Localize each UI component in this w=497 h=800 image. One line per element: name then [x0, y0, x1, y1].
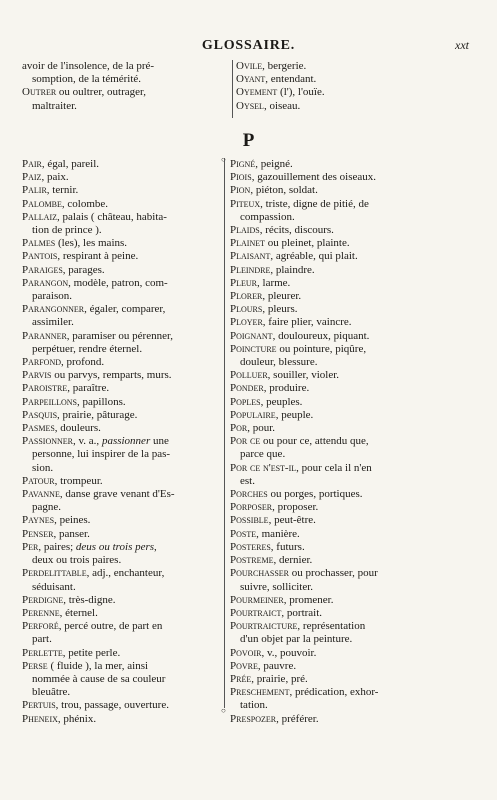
entry-headword: Pourchasser: [230, 567, 290, 580]
entry-headword: Plaisant: [230, 250, 271, 263]
right-column: [230, 158, 440, 726]
glossary-entry: [230, 620, 440, 646]
entry-definition: , panser.: [53, 527, 90, 540]
entry-headword: Perforé: [22, 620, 59, 633]
section-letter: P: [242, 130, 255, 151]
entry-headword: Pion: [230, 184, 251, 197]
glossary-entry: [22, 171, 222, 184]
glossary-entry: [22, 607, 222, 620]
entry-definition: , portrait.: [281, 606, 323, 619]
glossary-entry: [230, 290, 440, 303]
entry-definition: , parages.: [62, 263, 105, 276]
glossary-entry: [230, 713, 440, 726]
entry-headword: Poples: [230, 395, 261, 408]
entry-headword: Perenne: [22, 606, 60, 619]
entry-continuation: paraison.: [32, 290, 73, 303]
glossary-entry: [230, 422, 440, 435]
entry-definition: ,: [154, 540, 157, 553]
entry-continuation: bleuâtre.: [32, 686, 71, 699]
glossary-entry: [230, 369, 440, 382]
entry-definition: , dernier.: [273, 554, 313, 567]
entry-headword: Plours: [230, 303, 263, 316]
glossary-entry: [22, 699, 222, 712]
entry-headword: Pigné: [230, 158, 256, 170]
glossary-entry: [22, 541, 222, 567]
entry-headword: Perdigne: [22, 593, 64, 606]
glossary-entry: [230, 514, 440, 527]
glossary-entry: [22, 409, 222, 422]
entry-definition: , phénix.: [57, 712, 97, 725]
entry-headword: Pourtraicture: [230, 620, 298, 633]
entry-definition: , palais ( château, habita-: [57, 210, 167, 223]
entry-headword: Palir: [22, 184, 47, 197]
entry-definition: , manière.: [256, 527, 300, 540]
glossary-entry: [230, 647, 440, 660]
glossary-entry: [22, 303, 222, 329]
left-column: [22, 158, 222, 726]
entry-headword: Por ce: [230, 435, 261, 448]
glossary-entry: [236, 100, 441, 113]
entry-headword: Pasmes: [22, 422, 55, 435]
entry-continuation: personne, lui inspirer de la pas-: [32, 448, 171, 461]
entry-headword: Poignant: [230, 329, 273, 342]
glossary-entry: [230, 198, 440, 224]
entry-definition: ou prochasser, pour: [289, 567, 378, 580]
entry-headword: Pertuis: [22, 699, 56, 712]
entry-italic: deus ou trois pers: [75, 540, 155, 553]
entry-headword: Palombe: [22, 197, 62, 210]
entry-continuation: douleur, blessure.: [240, 356, 318, 369]
top-right-column: [236, 60, 441, 113]
glossary-entry: [230, 277, 440, 290]
glossary-entry: [22, 356, 222, 369]
entry-definition: , modèle, patron, com-: [68, 276, 168, 289]
entry-definition: , peuples.: [260, 395, 303, 408]
glossary-entry: [230, 541, 440, 554]
entry-headword: Prée: [230, 672, 252, 685]
entry-definition: , futurs.: [270, 540, 305, 553]
entry-definition: avoir de l'insolence, de la pré-: [22, 60, 155, 72]
entry-headword: Povoir: [230, 646, 262, 659]
entry-definition: (les), les mains.: [55, 237, 128, 250]
entry-definition: , entendant.: [265, 73, 317, 86]
glossary-entry: [22, 488, 222, 514]
entry-headword: Preschement: [230, 686, 290, 699]
entry-definition: , papillons.: [77, 395, 126, 408]
entry-headword: Plorer: [230, 290, 263, 303]
page-number: xxt: [455, 38, 469, 52]
glossary-entry: [230, 686, 440, 712]
entry-headword: Posteres: [230, 540, 271, 553]
entry-definition: , égal, pareil.: [41, 158, 100, 170]
entry-definition: , douloureux, piquant.: [272, 329, 370, 342]
entry-definition: , gazouillement des oiseaux.: [251, 171, 377, 184]
entry-headword: Por ce n'est-il: [230, 461, 297, 474]
entry-headword: Paranner: [22, 329, 67, 342]
page-title: GLOSSAIRE.: [201, 38, 296, 53]
top-left-column: [22, 60, 227, 113]
entry-definition: , danse grave venant d'Es-: [59, 488, 175, 501]
entry-headword: Parangon: [22, 276, 69, 289]
column-divider: [224, 158, 225, 708]
entry-continuation: parce que.: [240, 448, 286, 461]
glossary-entry: [22, 198, 222, 211]
entry-continuation: d'un objet par la peinture.: [240, 633, 353, 646]
entry-definition: , représentation: [297, 620, 366, 633]
glossary-entry: [22, 237, 222, 250]
entry-definition: , paraître.: [67, 382, 110, 395]
glossary-entry: [22, 514, 222, 527]
entry-headword: Ployer: [230, 316, 263, 329]
entry-headword: Pourtraict: [230, 606, 282, 619]
entry-headword: Perlette: [22, 646, 63, 659]
entry-definition: , percé outre, de part en: [58, 620, 163, 633]
entry-definition: , ternir.: [46, 184, 79, 197]
glossary-entry: [22, 528, 222, 541]
entry-continuation: perpétuer, rendre éternel.: [32, 342, 143, 355]
entry-headword: Piois: [230, 171, 252, 184]
glossary-entry: [230, 488, 440, 501]
glossary-entry: [230, 250, 440, 263]
entry-headword: Populaire: [230, 408, 276, 421]
glossary-entry: [236, 60, 441, 73]
entry-definition: , v. a.,: [73, 435, 102, 448]
entry-definition: , préférer.: [276, 712, 319, 725]
entry-definition: ou porges, portiques.: [267, 488, 363, 501]
glossary-entry: [22, 158, 222, 171]
entry-headword: Parangonner: [22, 303, 85, 316]
entry-definition: , profond.: [61, 356, 105, 369]
glossary-entry: [22, 620, 222, 646]
entry-headword: Parfond: [22, 356, 62, 369]
entry-definition: , triste, digne de pitié, de: [260, 197, 369, 210]
entry-headword: Oyant: [236, 73, 266, 86]
glossary-entry: [22, 330, 222, 356]
glossary-entry: [22, 475, 222, 488]
entry-headword: Povre: [230, 659, 258, 672]
entry-definition: , pleurs.: [262, 303, 298, 316]
glossary-entry: [230, 330, 440, 343]
glossary-entry: [22, 713, 222, 726]
entry-continuation: est.: [240, 474, 255, 487]
entry-headword: Pleur: [230, 276, 258, 289]
entry-headword: Possible: [230, 514, 269, 527]
glossary-entry: [236, 86, 441, 99]
divider-ornament: ○: [221, 155, 226, 164]
entry-definition: , peuple.: [275, 408, 314, 421]
entry-definition: , pleurer.: [262, 290, 302, 303]
glossary-entry: [22, 86, 227, 112]
entry-headword: Oysel: [236, 99, 264, 112]
entry-definition: ou parvys, remparts, murs.: [51, 369, 172, 382]
entry-definition: ( fluide ), la mer, ainsi: [47, 659, 149, 672]
entry-definition: , douleurs.: [54, 422, 101, 435]
entry-headword: Porposer: [230, 501, 273, 514]
entry-headword: Porches: [230, 488, 268, 501]
glossary-entry: [230, 501, 440, 514]
entry-headword: Pasquis: [22, 408, 58, 421]
entry-definition: , paires;: [38, 540, 76, 553]
glossary-entry: [230, 435, 440, 461]
entry-definition: (l'), l'ouïe.: [277, 86, 325, 99]
entry-headword: Per: [22, 540, 39, 553]
glossary-entry: [230, 382, 440, 395]
entry-definition: , piéton, soldat.: [250, 184, 318, 197]
entry-headword: Parpeillons: [22, 395, 78, 408]
entry-headword: Ovile: [236, 60, 263, 72]
entry-headword: Parvis: [22, 369, 52, 382]
entry-continuation: somption, de la témérité.: [32, 73, 142, 86]
entry-definition: , faire plier, vaincre.: [262, 316, 352, 329]
entry-definition: , v., pouvoir.: [261, 646, 317, 659]
entry-headword: Patour: [22, 474, 55, 487]
entry-headword: Plainet: [230, 237, 265, 250]
entry-headword: Pleindre: [230, 263, 271, 276]
entry-definition: , agréable, qui plait.: [270, 250, 358, 263]
entry-definition: , trou, passage, ouverture.: [55, 699, 169, 712]
entry-continuation: pagne.: [32, 501, 62, 514]
entry-headword: Piteux: [230, 197, 261, 210]
glossary-entry: [22, 369, 222, 382]
entry-definition: , colombe.: [61, 197, 109, 210]
entry-headword: Penser: [22, 527, 54, 540]
entry-headword: Ponder: [230, 382, 264, 395]
entry-definition: , peines.: [54, 514, 91, 527]
entry-definition: , pour cela il n'en: [296, 461, 372, 474]
entry-continuation: assimiler.: [32, 316, 74, 329]
entry-headword: Poincture: [230, 342, 277, 355]
entry-continuation: suivre, solliciter.: [240, 580, 314, 593]
divider-ornament: ○: [221, 706, 226, 715]
entry-continuation: séduisant.: [32, 580, 76, 593]
running-header: [0, 38, 497, 58]
glossary-entry: [230, 673, 440, 686]
entry-headword: Prespozer: [230, 712, 277, 725]
glossary-entry: [230, 171, 440, 184]
entry-definition: , proposer.: [272, 501, 319, 514]
entry-continuation: nommée à cause de sa couleur: [32, 672, 166, 685]
entry-definition: , plaindre.: [270, 263, 315, 276]
glossary-entry: [230, 343, 440, 369]
glossary-entry: [230, 554, 440, 567]
entry-headword: Paynes: [22, 514, 55, 527]
entry-definition: , très-digne.: [63, 593, 116, 606]
entry-definition: , oiseau.: [263, 99, 301, 112]
entry-definition: , paix.: [41, 171, 69, 184]
glossary-entry: [22, 264, 222, 277]
glossary-entry: [230, 594, 440, 607]
entry-headword: Pair: [22, 158, 42, 170]
entry-continuation: tation.: [240, 699, 268, 712]
glossary-entry: [230, 660, 440, 673]
glossary-entry: [22, 435, 222, 475]
entry-definition: , promener.: [283, 593, 334, 606]
glossary-entry: [22, 277, 222, 303]
glossary-entry: [230, 224, 440, 237]
entry-headword: Pavanne: [22, 488, 60, 501]
glossary-entry: [230, 316, 440, 329]
entry-headword: Paroistre: [22, 382, 68, 395]
entry-definition: , prédication, exhor-: [289, 686, 379, 699]
column-divider: [232, 60, 233, 118]
entry-headword: Passionner: [22, 435, 74, 448]
glossary-entry: [230, 567, 440, 593]
glossary-entry: [22, 567, 222, 593]
entry-definition: ou pointure, piqûre,: [276, 342, 367, 355]
glossary-entry: [230, 303, 440, 316]
entry-continuation: part.: [32, 633, 52, 646]
entry-headword: Paiz: [22, 171, 42, 184]
entry-continuation: maltraiter.: [32, 99, 77, 112]
entry-headword: Por: [230, 422, 248, 435]
entry-definition: ou pour ce, attendu que,: [260, 435, 369, 448]
glossary-entry: [230, 607, 440, 620]
glossary-entry: [22, 211, 222, 237]
entry-definition: , larme.: [257, 276, 291, 289]
glossary-entry: [22, 184, 222, 197]
entry-headword: Oyement: [236, 86, 278, 99]
glossary-entry: [230, 462, 440, 488]
entry-definition: ou oultrer, outrager,: [56, 86, 147, 99]
entry-definition: , prairie, pré.: [251, 672, 308, 685]
glossary-entry: [22, 382, 222, 395]
entry-italic: passionner: [101, 435, 151, 448]
entry-definition: , bergerie.: [262, 60, 307, 72]
entry-definition: , peigné.: [255, 158, 293, 170]
entry-headword: Pallaiz: [22, 210, 57, 223]
entry-headword: Polluer: [230, 369, 268, 382]
glossary-entry: [22, 594, 222, 607]
entry-continuation: sion.: [32, 461, 54, 474]
entry-definition: , produire.: [263, 382, 310, 395]
entry-definition: , pauvre.: [257, 659, 297, 672]
glossary-entry: [22, 396, 222, 409]
entry-definition: , égaler, comparer,: [84, 303, 166, 316]
entry-headword: Postreme: [230, 554, 274, 567]
entry-definition: , paramiser ou pérenner,: [66, 329, 173, 342]
entry-headword: Outrer: [22, 86, 57, 99]
entry-headword: Palmes: [22, 237, 56, 250]
glossary-entry: [230, 184, 440, 197]
entry-definition: ou pleinet, plainte.: [265, 237, 350, 250]
entry-continuation: deux ou trois paires.: [32, 554, 122, 567]
glossary-entry: [22, 250, 222, 263]
glossary-entry: [230, 396, 440, 409]
entry-definition: , trompeur.: [54, 474, 103, 487]
glossary-entry: [230, 528, 440, 541]
entry-headword: Paraiges: [22, 263, 63, 276]
glossary-entry: [236, 73, 441, 86]
entry-definition: une: [150, 435, 169, 448]
glossary-entry: [22, 660, 222, 700]
glossary-entry: [230, 409, 440, 422]
entry-definition: , pour.: [247, 422, 276, 435]
glossary-entry: [22, 647, 222, 660]
entry-definition: , peut-être.: [268, 514, 316, 527]
entry-headword: Perse: [22, 659, 48, 672]
entry-continuation: compassion.: [240, 210, 295, 223]
entry-definition: , prairie, pâturage.: [57, 408, 138, 421]
glossary-entry: [230, 264, 440, 277]
entry-headword: Pheneix: [22, 712, 58, 725]
entry-continuation: tion de prince ).: [32, 224, 102, 237]
entry-headword: Pourmeiner: [230, 593, 284, 606]
entry-headword: Poste: [230, 527, 257, 540]
entry-headword: Plaids: [230, 224, 260, 237]
entry-definition: , éternel.: [59, 606, 98, 619]
entry-definition: , souiller, violer.: [267, 369, 340, 382]
entry-headword: Perdelittable: [22, 567, 87, 580]
glossary-entry: [230, 158, 440, 171]
entry-definition: , récits, discours.: [259, 224, 334, 237]
entry-headword: Pantois: [22, 250, 58, 263]
glossary-entry: [22, 60, 227, 86]
entry-definition: , adj., enchanteur,: [86, 567, 165, 580]
glossary-entry: [230, 237, 440, 250]
entry-definition: , respirant à peine.: [57, 250, 139, 263]
entry-definition: , petite perle.: [62, 646, 121, 659]
glossary-entry: [22, 422, 222, 435]
